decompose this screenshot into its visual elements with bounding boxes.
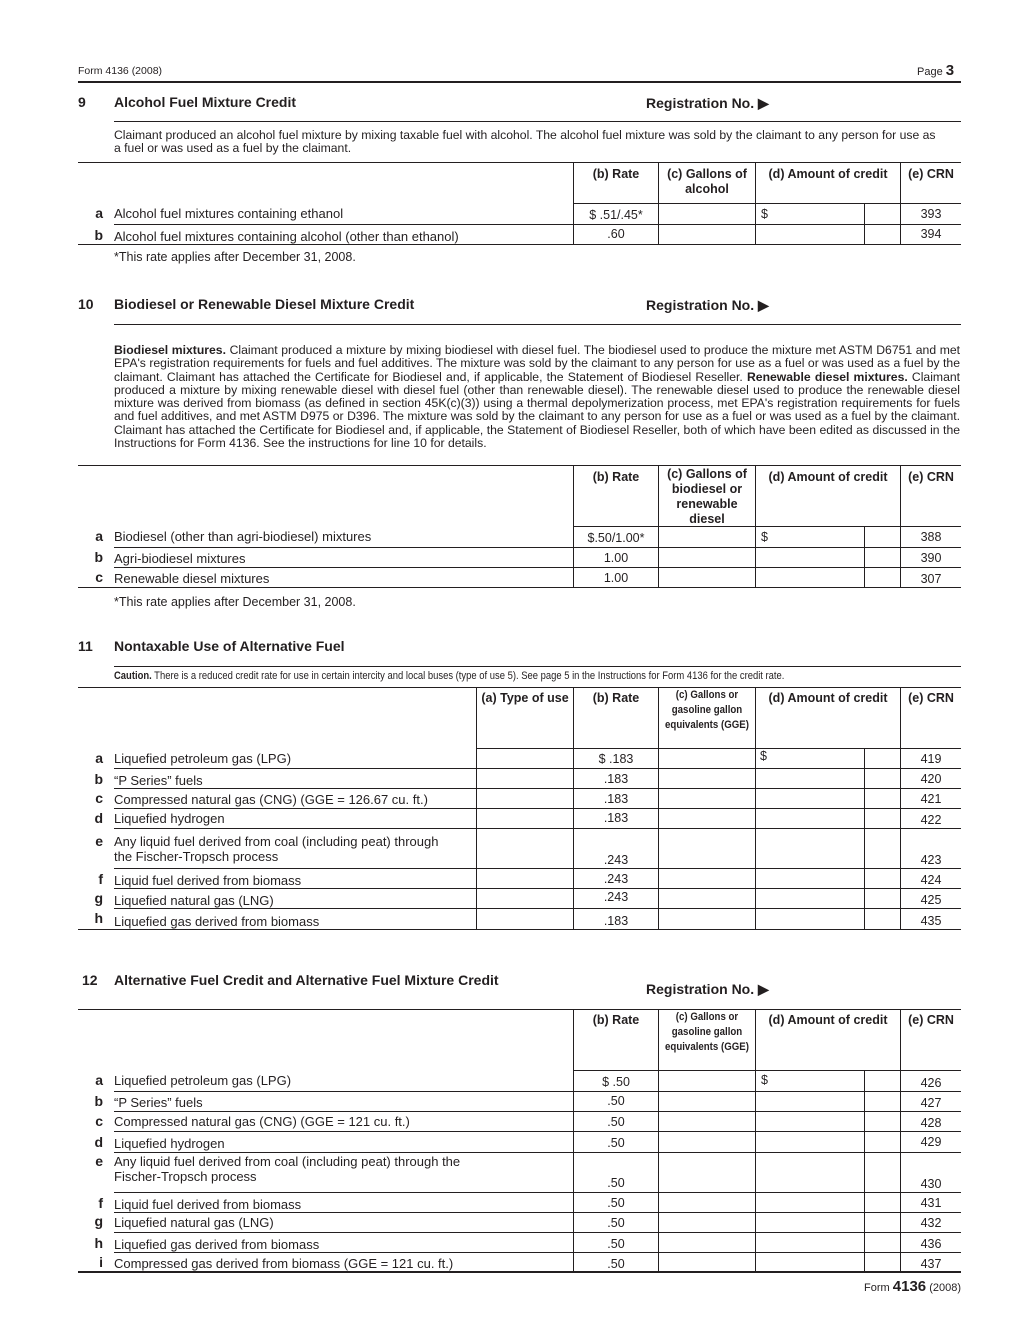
page-number: 3 (945, 62, 955, 79)
footer-form-number: 4136 (892, 1278, 927, 1295)
row-description: Liquefied gas derived from biomass (114, 914, 320, 929)
row-letter: g (94, 1213, 103, 1229)
dollar-sign: $ (760, 749, 767, 763)
gallons-input[interactable] (659, 789, 755, 808)
renewable-text: Claimant produced a mixture by mixing renewable diesel with diesel fuel (other than renewable diesel). The renewable diesel used to produce the renewable diesel mixture was derived from biomass (as defined in section 45K(c)(3)) using a thermal depolymerization process, met EPA's registration requirements for fuels and fuel additives, and met ASTM D975 or D396. The mixture was sold by the claimant to any person for use as a fuel or was used as a fuel by the claimant. Claimant has attached the Certificate for Biodiesel and, if applicable, the Statement of Biodiesel Reseller, both of which have been edited as discussed in the Instructions for Form 4136. See the instructions for line 10 for details. (114, 369, 961, 451)
gallons-input[interactable] (659, 1193, 755, 1211)
amount-input[interactable] (756, 548, 864, 566)
row-description-cont: Fischer-Tropsch process (114, 1169, 257, 1184)
row-description: Renewable diesel mixtures (114, 571, 270, 586)
row-rate: .50 (607, 1115, 625, 1129)
row-letter: h (94, 910, 103, 926)
row-letter: a (95, 205, 103, 221)
row-description: Any liquid fuel derived from coal (including peat) through (114, 834, 439, 849)
row-rate: .243 (603, 890, 629, 904)
amount-input[interactable] (756, 225, 864, 243)
row-description: Alcohol fuel mixtures containing alcohol (other than ethanol) (114, 229, 459, 244)
form-header-label: Form 4136 (2008) (78, 65, 163, 77)
gallons-input[interactable] (659, 769, 755, 788)
row-letter: g (94, 890, 103, 906)
gallons-input[interactable] (659, 204, 755, 223)
gallons-input[interactable] (659, 1213, 755, 1231)
type-of-use-input[interactable] (477, 789, 573, 808)
section-number: 11 (78, 638, 93, 654)
gallons-input[interactable] (659, 1092, 755, 1110)
section-intro: Claimant produced an alcohol fuel mixture by mixing taxable fuel with alcohol. The alcohol fuel mixture was sold by the claimant to any person for use as a fuel or was used as a fuel by the claimant. (114, 128, 936, 156)
row-crn: 424 (920, 873, 942, 887)
amount-input[interactable] (756, 568, 864, 586)
col-rate-header: (b) Rate (592, 691, 640, 705)
row-crn: 437 (920, 1257, 942, 1271)
col-gallons-header: (c) Gallons of alcohol (667, 167, 747, 196)
amount-input[interactable] (756, 769, 864, 788)
amount-input[interactable] (756, 909, 864, 928)
amount-input[interactable] (770, 204, 864, 223)
registration-label: Registration No. ▶ (646, 297, 769, 313)
row-description: “P Series” fuels (114, 773, 203, 788)
row-rate: $.50/1.00* (587, 531, 645, 545)
row-description: Liquid fuel derived from biomass (114, 1197, 302, 1212)
row-crn: 436 (920, 1237, 942, 1251)
amount-input[interactable] (756, 829, 864, 868)
type-of-use-input[interactable] (477, 909, 573, 928)
footnote: *This rate applies after December 31, 2008. (114, 595, 356, 609)
dollar-sign: $ (761, 530, 768, 544)
gallons-input[interactable] (659, 1132, 755, 1151)
gallons-input[interactable] (659, 909, 755, 928)
row-crn: 394 (920, 227, 942, 241)
row-letter: e (95, 1153, 103, 1169)
row-description: Agri-biodiesel mixtures (114, 551, 246, 566)
amount-input[interactable] (770, 1071, 864, 1090)
amount-input[interactable] (770, 749, 864, 768)
biodiesel-text: Claimant produced a mixture by mixing biodiesel with diesel fuel. The biodiesel used to produce the mixture met ASTM D6751 and met EPA's registration requirements for fuels and fuel additives. The mixture was sold by the claimant to any person for use as a fuel or was used as a fuel by the claimant. Claimant has attached the Certificate for Biodiesel and, if applicable, the Statement of Biodiesel Reseller. (114, 343, 961, 384)
gallons-input[interactable] (659, 548, 755, 566)
amount-input[interactable] (756, 1153, 864, 1192)
row-crn: 428 (920, 1116, 942, 1130)
section-intro (114, 344, 960, 450)
gallons-input[interactable] (659, 568, 755, 586)
row-letter: b (94, 227, 103, 243)
row-description: Any liquid fuel derived from coal (including peat) through the (114, 1154, 461, 1169)
row-letter: a (95, 528, 103, 544)
row-letter: f (98, 871, 103, 887)
col-crn-header: (e) CRN (908, 691, 954, 705)
section-title: Alcohol Fuel Mixture Credit (114, 94, 297, 110)
type-of-use-input[interactable] (477, 809, 573, 828)
type-of-use-input[interactable] (477, 829, 573, 868)
row-letter: b (94, 1093, 103, 1109)
row-rate: .50 (607, 1196, 625, 1210)
type-of-use-input[interactable] (477, 749, 573, 768)
gallons-input[interactable] (659, 829, 755, 868)
row-description: Liquefied natural gas (LNG) (114, 893, 274, 908)
row-letter: a (95, 1072, 103, 1088)
row-description: Liquefied hydrogen (114, 1136, 225, 1151)
col-gallons-header: (c) Gallons or gasoline gallon equivalents (GGE) (665, 689, 749, 731)
row-crn: 388 (920, 530, 942, 544)
caution-heading: Caution. (114, 670, 152, 682)
row-crn: 422 (920, 813, 942, 827)
section-title: Alternative Fuel Credit and Alternative Fuel Mixture Credit (114, 972, 499, 988)
row-letter: a (95, 750, 103, 766)
amount-input[interactable] (756, 1253, 864, 1271)
type-of-use-input[interactable] (477, 869, 573, 888)
row-description: Liquid fuel derived from biomass (114, 873, 302, 888)
dollar-sign: $ (761, 207, 768, 221)
row-rate: .243 (603, 853, 629, 867)
row-crn: 423 (920, 853, 942, 867)
col-gallons-header: (c) Gallons of biodiesel or renewable diesel (667, 467, 747, 526)
registration-label: Registration No. ▶ (646, 981, 769, 997)
type-of-use-input[interactable] (477, 889, 573, 908)
row-crn: 432 (920, 1216, 942, 1230)
section-title: Biodiesel or Renewable Diesel Mixture Credit (114, 296, 415, 312)
row-rate: .50 (607, 1176, 625, 1190)
dollar-sign: $ (761, 1073, 768, 1087)
row-rate: .50 (607, 1136, 625, 1150)
row-crn: 393 (920, 207, 942, 221)
gallons-input[interactable] (659, 809, 755, 828)
row-letter: c (95, 790, 103, 806)
page-label: Page 3 (917, 62, 955, 79)
row-rate: $ .183 (598, 752, 634, 766)
row-description: Liquefied gas derived from biomass (114, 1237, 320, 1252)
row-crn: 390 (920, 551, 942, 565)
gallons-input[interactable] (659, 1253, 755, 1271)
gallons-input[interactable] (659, 1112, 755, 1130)
amount-input[interactable] (756, 1092, 864, 1110)
caution-note (114, 670, 957, 682)
row-description: Biodiesel (other than agri-biodiesel) mixtures (114, 529, 372, 544)
row-rate: .183 (603, 811, 629, 825)
col-amount-header: (d) Amount of credit (768, 1013, 888, 1027)
amount-input[interactable] (756, 1193, 864, 1211)
amount-input[interactable] (756, 1132, 864, 1151)
form-footer: Form 4136 (2008) (864, 1278, 961, 1295)
row-rate: .50 (607, 1216, 625, 1230)
col-rate-header: (b) Rate (592, 1013, 640, 1027)
row-crn: 435 (920, 914, 942, 928)
section-number: 9 (78, 94, 86, 110)
row-letter: i (99, 1254, 103, 1270)
row-description: Alcohol fuel mixtures containing ethanol (114, 206, 344, 221)
gallons-input[interactable] (659, 889, 755, 908)
row-letter: b (94, 549, 103, 565)
col-amount-header: (d) Amount of credit (768, 167, 888, 181)
amount-input[interactable] (756, 1213, 864, 1231)
section-number: 10 (78, 296, 94, 312)
row-description: Liquefied natural gas (LNG) (114, 1215, 274, 1230)
type-of-use-input[interactable] (477, 769, 573, 788)
row-letter: h (94, 1235, 103, 1251)
col-crn-header: (e) CRN (908, 1013, 954, 1027)
row-crn: 421 (920, 792, 942, 806)
row-crn: 420 (920, 772, 942, 786)
amount-input[interactable] (756, 789, 864, 808)
amount-input[interactable] (756, 889, 864, 908)
row-rate: .183 (603, 914, 629, 928)
gallons-input[interactable] (659, 527, 755, 546)
gallons-input[interactable] (659, 1153, 755, 1192)
gallons-input[interactable] (659, 1233, 755, 1252)
caution-text: There is a reduced credit rate for use in certain intercity and local buses (type of use 5). See page 5 in the Instructions for Form 4136 for the credit rate. (154, 670, 785, 682)
row-rate: .243 (603, 872, 629, 886)
row-description: Compressed natural gas (CNG) (GGE = 126.67 cu. ft.) (114, 792, 428, 807)
gallons-input[interactable] (659, 1071, 755, 1090)
col-type-header: (a) Type of use (481, 691, 569, 705)
row-description: Compressed gas derived from biomass (GGE = 121 cu. ft.) (114, 1256, 454, 1271)
amount-input[interactable] (756, 1112, 864, 1130)
row-crn: 431 (920, 1196, 942, 1210)
amount-input[interactable] (756, 809, 864, 828)
row-crn: 427 (920, 1096, 942, 1110)
row-letter: f (98, 1195, 103, 1211)
row-rate: .50 (607, 1094, 625, 1108)
col-rate-header: (b) Rate (592, 470, 640, 484)
renewable-heading: Renewable diesel mixtures. (747, 369, 908, 384)
section-number: 12 (82, 972, 98, 988)
row-description: “P Series” fuels (114, 1095, 203, 1110)
col-amount-header: (d) Amount of credit (768, 470, 888, 484)
row-rate: .60 (607, 227, 625, 241)
row-rate: .183 (603, 792, 629, 806)
col-rate-header: (b) Rate (592, 167, 640, 181)
row-crn: 419 (920, 752, 942, 766)
row-letter: c (95, 569, 103, 585)
row-crn: 425 (920, 893, 942, 907)
row-rate: $ .50 (602, 1075, 630, 1089)
row-crn: 307 (920, 572, 942, 586)
row-letter: b (94, 771, 103, 787)
row-rate: $ .51/.45* (589, 208, 643, 222)
gallons-input[interactable] (659, 749, 755, 768)
row-letter: d (94, 810, 103, 826)
biodiesel-heading: Biodiesel mixtures. (114, 343, 226, 357)
row-description-cont: the Fischer-Tropsch process (114, 849, 279, 864)
row-crn: 429 (920, 1135, 942, 1149)
row-letter: e (95, 833, 103, 849)
col-gallons-header: (c) Gallons or gasoline gallon equivalents (GGE) (665, 1011, 749, 1053)
col-amount-header: (d) Amount of credit (768, 691, 888, 705)
gallons-input[interactable] (659, 869, 755, 888)
row-crn: 426 (920, 1076, 942, 1090)
row-rate: .50 (607, 1237, 625, 1251)
row-rate: 1.00 (603, 571, 629, 585)
row-description: Liquefied hydrogen (114, 811, 225, 826)
row-rate: 1.00 (603, 551, 629, 565)
footnote: *This rate applies after December 31, 2008. (114, 250, 356, 264)
section-title: Nontaxable Use of Alternative Fuel (114, 638, 345, 654)
registration-label: Registration No. ▶ (646, 95, 769, 111)
row-letter: c (95, 1113, 103, 1129)
amount-input[interactable] (770, 527, 864, 546)
gallons-input[interactable] (659, 225, 755, 243)
row-rate: .183 (603, 772, 629, 786)
col-crn-header: (e) CRN (908, 470, 954, 484)
amount-input[interactable] (756, 869, 864, 888)
amount-input[interactable] (756, 1233, 864, 1252)
row-description: Liquefied petroleum gas (LPG) (114, 1073, 292, 1088)
row-rate: .50 (607, 1257, 625, 1271)
row-description: Liquefied petroleum gas (LPG) (114, 751, 292, 766)
col-crn-header: (e) CRN (908, 167, 954, 181)
row-crn: 430 (920, 1177, 942, 1191)
row-description: Compressed natural gas (CNG) (GGE = 121 cu. ft.) (114, 1114, 410, 1129)
row-letter: d (94, 1134, 103, 1150)
